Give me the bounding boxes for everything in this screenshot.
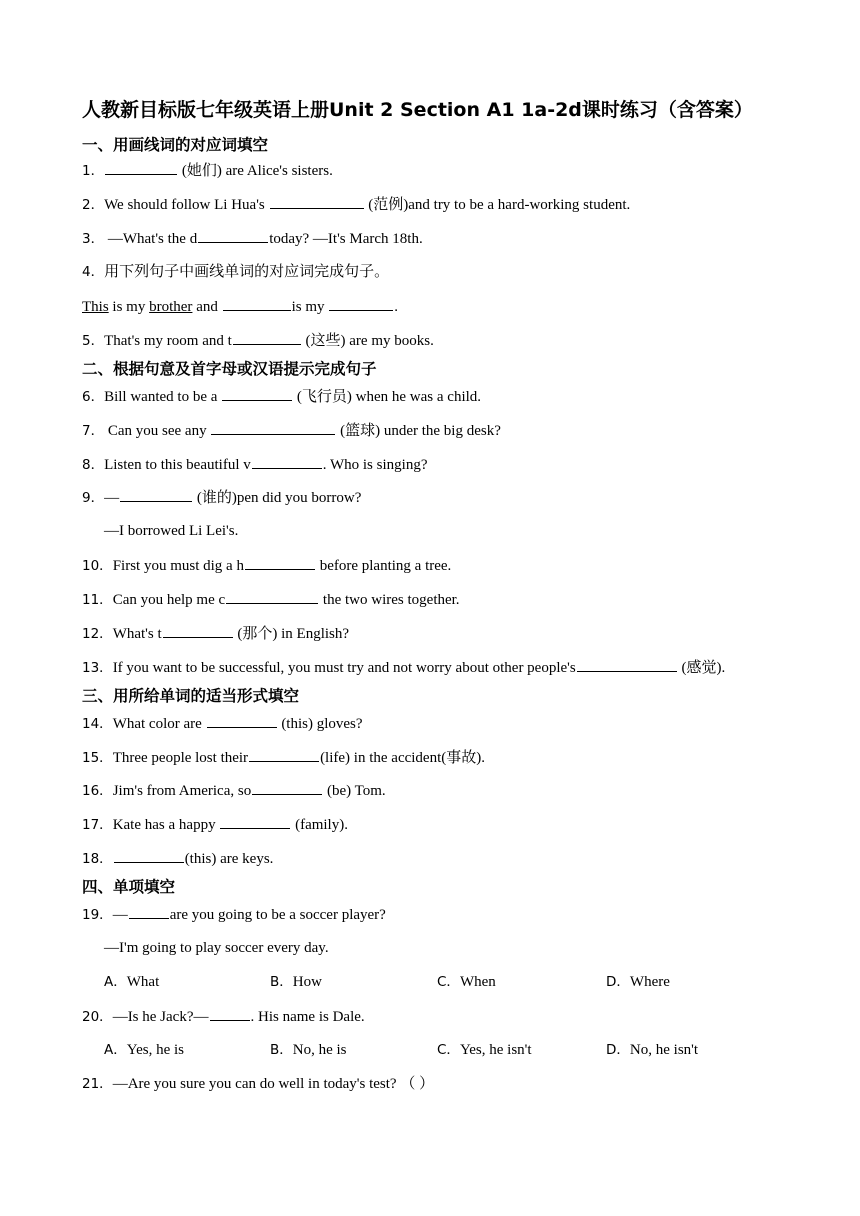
question-text: Can you see any	[104, 423, 211, 439]
option-letter: B．	[270, 974, 293, 990]
answer-blank[interactable]	[245, 555, 315, 570]
question-text: (她们) are Alice's sisters.	[178, 163, 333, 179]
question-text: before planting a tree.	[315, 558, 452, 574]
option-text: Yes, he is	[126, 1042, 184, 1058]
option-letter: A．	[104, 974, 127, 990]
answer-blank[interactable]	[220, 814, 290, 829]
question-13	[82, 657, 725, 678]
question-number: 15．	[82, 750, 113, 766]
question-text: If you want to be successful, you must try and not worry about other people's	[112, 660, 576, 676]
answer-blank[interactable]	[329, 296, 393, 311]
question-number: 6．	[82, 389, 105, 405]
answer-blank[interactable]	[198, 228, 268, 243]
question-text: Listen to this beautiful v	[104, 457, 251, 473]
question-text: 用下列句子中画线单词的对应词完成句子。	[104, 264, 390, 280]
answer-blank[interactable]	[252, 454, 322, 469]
question-20	[82, 1006, 365, 1027]
question-15	[82, 747, 485, 768]
question-text: —What's the d	[104, 231, 198, 247]
section-heading-2: 二、根据句意及首字母或汉语提示完成句子	[82, 360, 377, 378]
question-text: —	[112, 907, 128, 923]
option-letter: B．	[270, 1042, 293, 1058]
question-text: Jim's from America, so	[112, 783, 252, 799]
question-text: today? —It's March 18th.	[269, 231, 423, 247]
option-letter: A．	[104, 1042, 127, 1058]
question-17	[82, 814, 348, 835]
question-9-answer	[104, 521, 238, 541]
q19-option-a[interactable]	[104, 972, 159, 992]
question-number: 2．	[82, 197, 105, 213]
question-5	[82, 330, 434, 351]
option-text: No, he isn't	[629, 1042, 699, 1058]
question-text: (谁的)pen did you borrow?	[193, 490, 362, 506]
question-4-sentence	[82, 296, 398, 317]
question-text: (范例)and try to be a hard-working student.	[364, 197, 631, 213]
answer-blank[interactable]	[249, 747, 319, 762]
question-10	[82, 555, 451, 576]
answer-blank[interactable]	[105, 160, 177, 175]
question-number: 8．	[82, 457, 105, 473]
question-text: (感觉).	[677, 660, 726, 676]
question-number: 20．	[82, 1009, 113, 1025]
question-14	[82, 713, 363, 734]
question-text: —I borrowed Li Lei's.	[104, 523, 239, 539]
question-text: and	[192, 299, 222, 315]
question-text: (be) Tom.	[323, 783, 386, 799]
section-heading-4: 四、单项填空	[82, 878, 176, 896]
q19-option-d[interactable]	[606, 972, 670, 992]
q19-option-c[interactable]	[437, 972, 496, 992]
question-number: 17．	[82, 817, 113, 833]
question-text: That's my room and t	[104, 333, 232, 349]
answer-blank[interactable]	[226, 589, 318, 604]
question-text: . His name is Dale.	[250, 1009, 365, 1025]
underlined-word: This	[82, 299, 109, 315]
option-text: Where	[629, 974, 670, 990]
question-16	[82, 780, 386, 801]
question-text: —I'm going to play soccer every day.	[104, 940, 329, 956]
answer-blank[interactable]	[222, 386, 292, 401]
question-text: —Are you sure you can do well in today's test? （ ）	[112, 1076, 435, 1092]
question-text: (life) in the accident(事故).	[320, 750, 485, 766]
question-21	[82, 1074, 434, 1094]
question-number: 7．	[82, 423, 105, 439]
question-11	[82, 589, 460, 610]
question-text: —Is he Jack?—	[112, 1009, 209, 1025]
answer-blank[interactable]	[114, 848, 184, 863]
section-heading-1: 一、用画线词的对应词填空	[82, 136, 269, 154]
question-12	[82, 623, 349, 644]
question-text: (this) are keys.	[184, 851, 274, 867]
option-text: No, he is	[292, 1042, 347, 1058]
q20-option-a[interactable]	[104, 1040, 184, 1060]
question-number: 10．	[82, 558, 113, 574]
question-text: is my	[291, 299, 329, 315]
answer-blank[interactable]	[163, 623, 233, 638]
option-letter: D．	[606, 1042, 630, 1058]
question-text: What's t	[112, 626, 162, 642]
answer-blank[interactable]	[120, 487, 192, 502]
question-text: .	[394, 299, 399, 315]
question-number: 11．	[82, 592, 113, 608]
question-number: 14．	[82, 716, 113, 732]
answer-blank[interactable]	[210, 1006, 250, 1021]
q19-option-b[interactable]	[270, 972, 322, 992]
question-text: Bill wanted to be a	[104, 389, 222, 405]
q20-option-d[interactable]	[606, 1040, 698, 1060]
question-3	[82, 228, 423, 249]
page-title: 人教新目标版七年级英语上册Unit 2 Section A1 1a-2d课时练习（含答案）	[82, 99, 753, 121]
question-text: Can you help me c	[112, 592, 226, 608]
answer-blank[interactable]	[223, 296, 291, 311]
question-text: the two wires together.	[319, 592, 460, 608]
question-text: (this) gloves?	[277, 716, 363, 732]
answer-blank[interactable]	[577, 657, 677, 672]
option-letter: D．	[606, 974, 630, 990]
question-number: 13．	[82, 660, 113, 676]
option-text: Yes, he isn't	[459, 1042, 532, 1058]
question-text: What color are	[112, 716, 206, 732]
question-9	[82, 487, 361, 508]
question-number: 9．	[82, 490, 105, 506]
option-letter: C．	[437, 1042, 460, 1058]
question-number: 16．	[82, 783, 113, 799]
answer-blank[interactable]	[233, 330, 301, 345]
question-number: 12．	[82, 626, 113, 642]
question-8	[82, 454, 427, 475]
question-text: Three people lost their	[112, 750, 249, 766]
question-18	[82, 848, 273, 869]
question-text: First you must dig a h	[112, 558, 244, 574]
question-text: —	[104, 490, 120, 506]
q20-option-c[interactable]	[437, 1040, 532, 1060]
answer-blank[interactable]	[270, 194, 364, 209]
question-7	[82, 420, 501, 441]
question-text: is my	[108, 299, 150, 315]
option-text: What	[126, 974, 160, 990]
question-text: are you going to be a soccer player?	[169, 907, 386, 923]
option-letter: C．	[437, 974, 460, 990]
question-19-line2	[104, 938, 329, 958]
question-number: 18．	[82, 851, 113, 867]
answer-blank[interactable]	[211, 420, 335, 435]
question-number: 1．	[82, 163, 105, 179]
answer-blank[interactable]	[129, 904, 169, 919]
question-text: . Who is singing?	[322, 457, 428, 473]
question-text: (那个) in English?	[233, 626, 350, 642]
question-number: 5．	[82, 333, 105, 349]
option-text: When	[459, 974, 496, 990]
option-text: How	[292, 974, 322, 990]
question-text: (这些) are my books.	[301, 333, 434, 349]
section-heading-3: 三、用所给单词的适当形式填空	[82, 687, 300, 705]
question-1	[82, 160, 333, 181]
answer-blank[interactable]	[252, 780, 322, 795]
question-text: We should follow Li Hua's	[104, 197, 269, 213]
question-number: 21．	[82, 1076, 113, 1092]
question-text: Kate has a happy	[112, 817, 220, 833]
q20-option-b[interactable]	[270, 1040, 347, 1060]
question-text: (飞行员) when he was a child.	[293, 389, 482, 405]
question-19	[82, 904, 386, 925]
question-text: (篮球) under the big desk?	[336, 423, 501, 439]
question-number: 4．	[82, 264, 105, 280]
question-number: 19．	[82, 907, 113, 923]
underlined-word: brother	[149, 299, 193, 315]
answer-blank[interactable]	[207, 713, 277, 728]
question-number: 3．	[82, 231, 105, 247]
question-4	[82, 262, 389, 282]
question-6	[82, 386, 481, 407]
question-2	[82, 194, 630, 215]
question-text: (family).	[291, 817, 348, 833]
